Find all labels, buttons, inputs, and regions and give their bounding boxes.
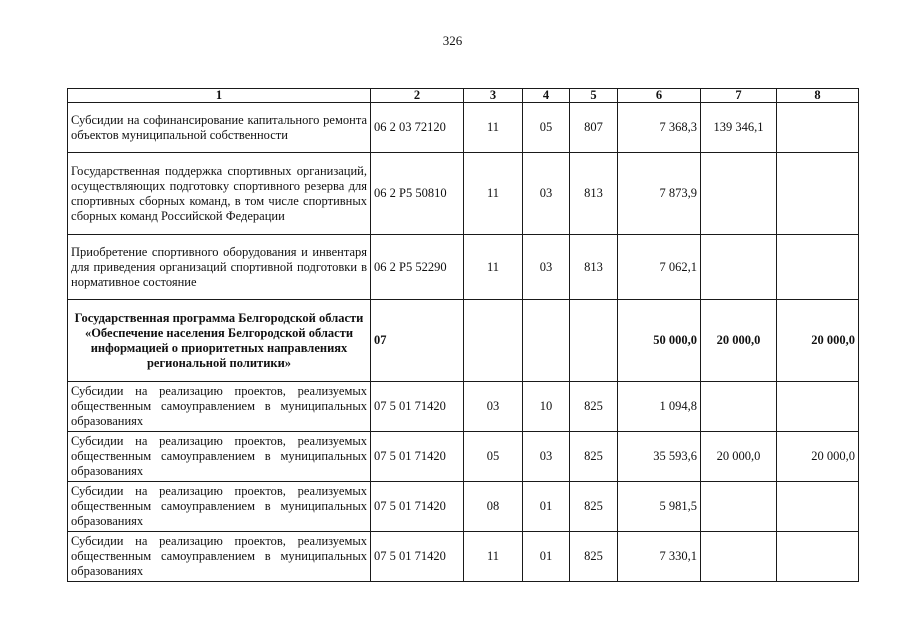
row-expense-type: 825 (570, 382, 618, 432)
row-amount-col8 (777, 482, 859, 532)
header-row (68, 89, 859, 103)
row-name: Субсидии на софинансирование капитального ремонта объектов муниципальной собственности (68, 103, 371, 153)
row-expense-type: 825 (570, 532, 618, 582)
row-code: 07 5 01 71420 (371, 432, 464, 482)
row-section: 11 (464, 153, 523, 235)
row-amount-col6: 7 330,1 (618, 532, 701, 582)
row-subsection: 03 (523, 432, 570, 482)
row-amount-col8 (777, 532, 859, 582)
row-expense-type: 825 (570, 432, 618, 482)
row-amount-col7 (701, 482, 777, 532)
row-amount-col7: 20 000,0 (701, 300, 777, 382)
row-subsection: 03 (523, 235, 570, 300)
header-cell: 5 (570, 89, 618, 103)
row-amount-col6: 50 000,0 (618, 300, 701, 382)
row-amount-col8 (777, 235, 859, 300)
row-amount-col7: 20 000,0 (701, 432, 777, 482)
table-row (68, 432, 859, 482)
row-amount-col6: 35 593,6 (618, 432, 701, 482)
row-amount-col7 (701, 532, 777, 582)
header-cell: 4 (523, 89, 570, 103)
row-amount-col7: 139 346,1 (701, 103, 777, 153)
header-cell: 2 (371, 89, 464, 103)
row-amount-col6: 1 094,8 (618, 382, 701, 432)
row-code: 06 2 P5 52290 (371, 235, 464, 300)
row-section: 11 (464, 235, 523, 300)
header-cell: 6 (618, 89, 701, 103)
row-amount-col7 (701, 153, 777, 235)
row-amount-col6: 7 368,3 (618, 103, 701, 153)
row-subsection (523, 300, 570, 382)
row-name: Субсидии на реализацию проектов, реализуемых общественным самоуправлением в муниципальных образованиях (68, 482, 371, 532)
row-name: Субсидии на реализацию проектов, реализуемых общественным самоуправлением в муниципальных образованиях (68, 532, 371, 582)
row-section: 05 (464, 432, 523, 482)
row-amount-col6: 5 981,5 (618, 482, 701, 532)
table-row (68, 382, 859, 432)
row-name: Субсидии на реализацию проектов, реализуемых общественным самоуправлением в муниципальных образованиях (68, 432, 371, 482)
header-cell: 1 (68, 89, 371, 103)
row-section: 11 (464, 103, 523, 153)
row-code: 07 5 01 71420 (371, 482, 464, 532)
row-amount-col8 (777, 382, 859, 432)
row-name: Субсидии на реализацию проектов, реализуемых общественным самоуправлением в муниципальных образованиях (68, 382, 371, 432)
row-expense-type (570, 300, 618, 382)
row-section: 08 (464, 482, 523, 532)
table-row (68, 153, 859, 235)
row-expense-type: 813 (570, 153, 618, 235)
row-code: 06 2 03 72120 (371, 103, 464, 153)
row-code: 07 5 01 71420 (371, 382, 464, 432)
row-section: 11 (464, 532, 523, 582)
header-cell: 7 (701, 89, 777, 103)
table-row-program (68, 300, 859, 382)
row-section: 03 (464, 382, 523, 432)
row-amount-col7 (701, 382, 777, 432)
row-expense-type: 813 (570, 235, 618, 300)
row-subsection: 01 (523, 482, 570, 532)
row-amount-col8: 20 000,0 (777, 432, 859, 482)
row-subsection: 05 (523, 103, 570, 153)
header-cell: 3 (464, 89, 523, 103)
row-subsection: 10 (523, 382, 570, 432)
page-number: 326 (442, 33, 463, 48)
row-amount-col8 (777, 153, 859, 235)
table-row (68, 532, 859, 582)
row-expense-type: 825 (570, 482, 618, 532)
row-amount-col8: 20 000,0 (777, 300, 859, 382)
row-name: Приобретение спортивного оборудования и инвентаря для приведения организаций спортивной подготовки в нормативное состояние (68, 235, 371, 300)
row-code: 07 (371, 300, 464, 382)
row-expense-type: 807 (570, 103, 618, 153)
row-amount-col7 (701, 235, 777, 300)
row-amount-col8 (777, 103, 859, 153)
header-cell: 8 (777, 89, 859, 103)
row-amount-col6: 7 062,1 (618, 235, 701, 300)
row-amount-col6: 7 873,9 (618, 153, 701, 235)
row-name: Государственная программа Белгородской области «Обеспечение населения Белгородской области информацией о приоритетных направлениях региональной политики» (68, 300, 371, 382)
row-code: 07 5 01 71420 (371, 532, 464, 582)
row-name: Государственная поддержка спортивных организаций, осуществляющих подготовку спортивного резерва для спортивных сборных команд, в том числе спортивных сборных команд Российской Федерации (68, 153, 371, 235)
table-row (68, 103, 859, 153)
table-row (68, 482, 859, 532)
row-subsection: 01 (523, 532, 570, 582)
row-subsection: 03 (523, 153, 570, 235)
row-code: 06 2 P5 50810 (371, 153, 464, 235)
budget-table (67, 88, 859, 582)
table-row (68, 235, 859, 300)
row-section (464, 300, 523, 382)
